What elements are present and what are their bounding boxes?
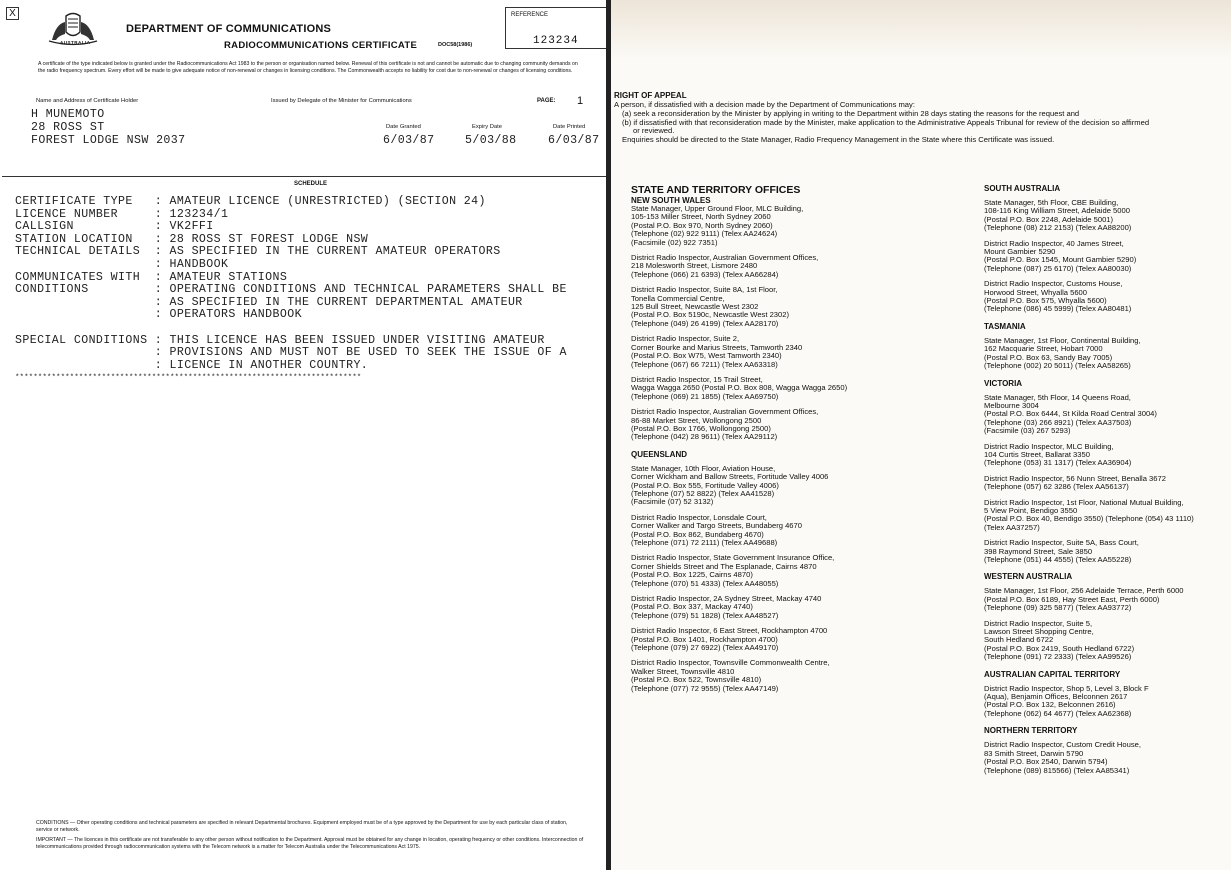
office-entry-line: (Telephone (02) 922 9111) (Telex AA24624) — [631, 229, 778, 239]
appeal-line: or reviewed. — [633, 126, 675, 135]
appeal-line: A person, if dissatisfied with a decision made by the Department of Communications may: — [614, 100, 915, 109]
office-entry-line: (Postal P.O. Box 5190c, Newcastle West 2302) — [631, 310, 789, 320]
office-section-heading: AUSTRALIAN CAPITAL TERRITORY — [984, 669, 1121, 679]
office-entry — [631, 554, 931, 588]
office-entry-line: (Telephone (002) 20 5011) (Telex AA58265) — [984, 361, 1131, 371]
reference-box — [505, 7, 609, 49]
office-entry-line: (Postal P.O. Box 6444, St Kilda Road Central 3004) — [984, 409, 1157, 419]
office-entry — [984, 620, 1231, 662]
schedule-line: CONDITIONS : OPERATING CONDITIONS AND TECHNICAL PARAMETERS SHALL BE — [15, 283, 567, 297]
office-section-heading: WESTERN AUSTRALIA — [984, 572, 1073, 582]
office-entry-line: 104 Curtis Street, Ballarat 3350 — [984, 449, 1090, 459]
office-entry — [984, 587, 1231, 612]
office-entry-line: (Postal P.O. Box 132, Belconnen 2616) — [984, 700, 1116, 710]
office-entry-line: Mount Gambier 5290 — [984, 247, 1056, 257]
office-entry-line: (Postal P.O. Box 1766, Wollongong 2500) — [631, 423, 771, 433]
intro-text: A certificate of the type indicated below is granted under the Radiocommunications Act 1983 to the person or organisation named below. Renewal of this certificate is not and cannot be automatic due to changing community demands on the radio frequency spectrum. Every effort will be made to give adequate notice of non-renewal or changes in licensing conditions. The Commonwealth accepts no liability for cost due to non-renewal or changes of licensing conditions. — [38, 61, 578, 74]
office-entry-line: 108-116 King William Street, Adelaide 5000 — [984, 206, 1130, 216]
office-entry-line: (Facsimile (02) 922 7351) — [631, 237, 718, 247]
office-entry-line: (Telephone (086) 45 5999) (Telex AA80481) — [984, 304, 1132, 314]
office-entry-line: (Postal P.O. Box 555, Fortitude Valley 4006) — [631, 480, 779, 490]
office-entry — [631, 465, 931, 507]
office-entry-line: District Radio Inspector, 56 Nunn Street, Benalla 3672 — [984, 473, 1166, 483]
offices-left-column — [631, 184, 931, 700]
office-entry-line: District Radio Inspector, Suite 2, — [631, 334, 740, 344]
schedule-line — [15, 322, 567, 335]
office-entry-line: Tonella Commercial Centre, — [631, 293, 725, 303]
office-entry-line: 105-153 Miller Street, North Sydney 2060 — [631, 212, 771, 222]
office-entry-line: State Manager, 10th Floor, Aviation House, — [631, 463, 776, 473]
office-entry-line: District Radio Inspector, Australian Government Offices, — [631, 407, 819, 417]
offices-title: STATE AND TERRITORY OFFICES — [631, 184, 801, 196]
appeal-line: (b) if dissatisfied with that reconsideration made by the Minister, make application to the Administrative Appeals Tribunal for review of the decision so affirmed — [622, 118, 1150, 127]
reference-label: REFERENCE — [511, 12, 549, 18]
office-entry-line: Melbourne 3004 — [984, 400, 1039, 410]
office-entry — [984, 394, 1231, 436]
schedule-line: COMMUNICATES WITH : AMATEUR STATIONS — [15, 270, 288, 284]
office-entry-line: (Postal P.O. Box 63, Sandy Bay 7005) — [984, 352, 1113, 362]
office-entry-line: (Postal P.O. Box 6189, Hay Street East, Perth 6000) — [984, 594, 1160, 604]
appeal-line: (a) seek a reconsideration by the Minister by applying in writing to the Department within 28 days stating the reasons for the request and — [622, 109, 1080, 118]
holder-suburb: FOREST LODGE NSW 2037 — [31, 134, 186, 147]
office-entry — [984, 199, 1231, 233]
office-entry-line: (Telephone (042) 28 9611) (Telex AA29112) — [631, 432, 778, 442]
office-entry-line: (Postal P.O. Box 2540, Darwin 5794) — [984, 757, 1108, 767]
expiry-date: 5/03/88 — [465, 134, 517, 147]
office-entry — [984, 685, 1231, 719]
office-entry-line: District Radio Inspector, 6 East Street, Rockhampton 4700 — [631, 626, 828, 636]
office-entry-line: District Radio Inspector, 2A Sydney Street, Mackay 4740 — [631, 594, 822, 604]
office-entry — [631, 376, 931, 401]
date-printed: 6/03/87 — [548, 134, 600, 147]
certificate-page — [0, 0, 608, 870]
office-entry-line: South Hedland 6722 — [984, 635, 1054, 645]
office-entry-line: (Telephone (09) 325 5877) (Telex AA93772) — [984, 603, 1132, 613]
office-entry-line: State Manager, Upper Ground Floor, MLC Building, — [631, 204, 804, 213]
office-entry-line: (Postal P.O. Box 1401, Rockhampton 4700) — [631, 634, 778, 644]
office-entry-line: (Postal P.O. Box 2248, Adelaide 5001) — [984, 214, 1114, 224]
schedule-line: : LICENCE IN ANOTHER COUNTRY. — [15, 358, 369, 372]
office-entry-line: Corner Shields Street and The Esplanade, Cairns 4870 — [631, 561, 817, 571]
office-entry-line: (Telex AA37257) — [984, 522, 1040, 532]
appeal-line: Enquiries should be directed to the State Manager, Radio Frequency Management in the State where this Certificate was issued. — [622, 135, 1055, 144]
office-section-heading: VICTORIA — [984, 378, 1023, 388]
office-entry-line: (Postal P.O. Box 575, Whyalla 5600) — [984, 296, 1107, 306]
office-section-heading: NEW SOUTH WALES — [631, 196, 711, 205]
office-entry-line: (Telephone (066) 21 6393) (Telex AA66284) — [631, 269, 779, 279]
office-entry-line: (Facsimile (07) 52 3132) — [631, 497, 714, 507]
office-section-heading: NORTHERN TERRITORY — [984, 726, 1078, 736]
office-entry-line: (Telephone (062) 64 4677) (Telex AA62368) — [984, 708, 1132, 718]
office-entry — [984, 741, 1231, 775]
office-entry-line: District Radio Inspector, 40 James Street, — [984, 238, 1124, 248]
office-entry-line: (Telephone (057) 62 3286 (Telex AA56137) — [984, 482, 1129, 492]
holder-name: H MUNEMOTO — [31, 108, 105, 121]
schedule-line: CALLSIGN : VK2FFI — [15, 220, 214, 234]
office-entry-line: (Telephone (08) 212 2153) (Telex AA88200) — [984, 223, 1132, 233]
holder-label: Name and Address of Certificate Holder — [36, 98, 139, 104]
office-entry-line: District Radio Inspector, Lonsdale Court, — [631, 512, 767, 522]
office-entry-line: (Telephone (077) 72 9555) (Telex AA47149) — [631, 683, 779, 693]
office-entry-line: (Telephone (067) 66 7211) (Telex AA63318) — [631, 359, 778, 369]
office-entry-line: (Postal P.O. Box 2419, South Hedland 6722) — [984, 643, 1135, 653]
office-entry-line: District Radio Inspector, State Government Insurance Office, — [631, 553, 835, 563]
crest-caption: AUSTRALIA — [60, 40, 91, 45]
office-entry-line: District Radio Inspector, Suite 5, — [984, 618, 1093, 628]
date-printed-label: Date Printed — [553, 124, 586, 130]
office-entry — [984, 475, 1231, 492]
office-entry — [984, 240, 1231, 274]
date-granted: 6/03/87 — [383, 134, 435, 147]
office-entry-line: (Postal P.O. Box 970, North Sydney 2060) — [631, 220, 773, 230]
schedule-line: LICENCE NUMBER : 123234/1 — [15, 207, 229, 221]
office-section-heading: SOUTH AUSTRALIA — [984, 184, 1061, 193]
checkbox[interactable]: X — [6, 7, 19, 20]
office-entry — [631, 205, 931, 247]
office-entry-line: State Manager, 1st Floor, Continental Building, — [984, 335, 1141, 345]
office-entry-line: (Telephone (07) 52 8822) (Telex AA41528) — [631, 488, 775, 498]
reference-value: 123234 — [533, 35, 579, 47]
schedule-title: SCHEDULE — [294, 181, 328, 187]
office-entry-line: (Postal P.O. Box 1545, Mount Gambier 5290) — [984, 255, 1137, 265]
office-entry-line: (Telephone (089) 815566) (Telex AA85341) — [984, 765, 1130, 775]
office-entry-line: (Telephone (053) 31 1317) (Telex AA36904) — [984, 458, 1132, 468]
offices-right-column — [984, 184, 1231, 782]
office-entry-line: (Telephone (079) 51 1828) (Telex AA48527) — [631, 610, 779, 620]
office-entry-line: (Postal P.O. Box 1225, Cairns 4870) — [631, 570, 753, 580]
office-entry-line: 86-88 Market Street, Wollongong 2500 — [631, 415, 762, 425]
office-entry — [631, 254, 931, 279]
conditions-note: CONDITIONS — Other operating conditions and technical parameters are specified in relevant Departmental brochures. Equipment employed must be of a type approved by the Department for use by each particular class of station, service or network. — [36, 820, 568, 833]
office-entry-line: District Radio Inspector, Custom Credit House, — [984, 740, 1141, 750]
schedule-line: TECHNICAL DETAILS : AS SPECIFIED IN THE CURRENT AMATEUR OPERATORS — [15, 245, 501, 259]
schedule-line: : AS SPECIFIED IN THE CURRENT DEPARTMENTAL AMATEUR — [15, 295, 523, 309]
office-entry-line: District Radio Inspector, Suite 8A, 1st Floor, — [631, 285, 778, 295]
office-entry-line: (Postal P.O. Box 862, Bundaberg 4670) — [631, 529, 764, 539]
holder-street: 28 ROSS ST — [31, 121, 105, 134]
appeal-title: RIGHT OF APPEAL — [614, 91, 687, 100]
expiry-date-label: Expiry Date — [472, 124, 502, 130]
office-entry-line: (Telephone (03) 266 8921) (Telex AA37503) — [984, 417, 1132, 427]
issued-by-label: Issued by Delegate of the Minister for Communications — [271, 98, 412, 104]
office-entry-line: Walker Street, Townsville 4810 — [631, 666, 735, 676]
office-entry — [631, 595, 931, 620]
schedule-body — [15, 196, 567, 385]
office-entry-line: District Radio Inspector, MLC Building, — [984, 441, 1114, 451]
office-entry-line: (Postal P.O. Box W75, West Tamworth 2340) — [631, 351, 782, 361]
office-entry-line: (Postal P.O. Box 337, Mackay 4740) — [631, 602, 753, 612]
office-entry-line: District Radio Inspector, Shop 5, Level 3, Block F — [984, 683, 1149, 693]
office-entry — [631, 627, 931, 652]
office-entry-line: District Radio Inspector, Townsville Commonwealth Centre, — [631, 658, 830, 668]
office-entry-line: (Postal P.O. Box 40, Bendigo 3550) (Telephone (054) 43 1110) — [984, 514, 1194, 524]
office-entry-line: (Telephone (070) 51 4333) (Telex AA48055) — [631, 578, 779, 588]
important-note: IMPORTANT — The licences in this certificate are not transferable to any other person without notification to the Department. Approval must be obtained for any change in location, operating frequency or other conditions. Interconnection of telecommunications provided through radiocommunication systems with the Telecom network is a matter for Telecom Australia under the Telecommunications Act 1975. — [36, 837, 584, 850]
schedule-line: : OPERATORS HANDBOOK — [15, 308, 302, 322]
office-entry-line: (Telephone (079) 27 6922) (Telex AA49170) — [631, 643, 779, 653]
office-entry-line: State Manager, 1st Floor, 256 Adelaide Terrace, Perth 6000 — [984, 586, 1184, 596]
form-code: DOC58(1986) — [438, 42, 473, 48]
office-entry-line: District Radio Inspector, Australian Government Offices, — [631, 253, 819, 263]
office-entry — [631, 659, 931, 693]
schedule-line: SPECIAL CONDITIONS : THIS LICENCE HAS BEEN ISSUED UNDER VISITING AMATEUR — [15, 333, 545, 347]
office-entry-line: (Postal P.O. Box 522, Townsville 4810) — [631, 675, 762, 685]
office-entry-line: District Radio Inspector, 1st Floor, National Mutual Building, — [984, 497, 1184, 507]
office-entry-line: 398 Raymond Street, Sale 3850 — [984, 546, 1093, 556]
office-entry-line: Corner Walker and Targo Streets, Bundaberg 4670 — [631, 521, 802, 531]
office-entry-line: 218 Molesworth Street, Lismore 2480 — [631, 261, 758, 271]
divider-line — [2, 176, 606, 177]
office-entry-line: Corner Bourke and Marius Streets, Tamworth 2340 — [631, 342, 803, 352]
office-entry-line: 125 Bull Street, Newcastle West 2302 — [631, 302, 759, 312]
office-entry-line: State Manager, 5th Floor, 14 Queens Road, — [984, 392, 1131, 402]
office-entry — [984, 337, 1231, 371]
date-granted-label: Date Granted — [386, 124, 421, 130]
office-entry — [631, 286, 931, 328]
office-section-heading: TASMANIA — [984, 321, 1026, 331]
office-entry-line: (Telephone (069) 21 1855) (Telex AA69750) — [631, 391, 779, 401]
schedule-line: : PROVISIONS AND MUST NOT BE USED TO SEEK THE ISSUE OF A — [15, 346, 567, 360]
office-entry-line: Wagga Wagga 2650 (Postal P.O. Box 808, Wagga Wagga 2650) — [631, 383, 848, 393]
office-entry-line: 83 Smith Street, Darwin 5790 — [984, 748, 1084, 758]
reverse-page — [611, 0, 1231, 870]
office-entry-line: State Manager, 5th Floor, CBE Building, — [984, 198, 1119, 207]
office-entry-line: District Radio Inspector, Customs House, — [984, 279, 1123, 289]
paper-stain — [611, 0, 1231, 60]
office-entry-line: 5 View Point, Bendigo 3550 — [984, 505, 1078, 515]
schedule-line: CERTIFICATE TYPE : AMATEUR LICENCE (UNRESTRICTED) (SECTION 24) — [15, 195, 486, 208]
office-entry-line: Lawson Street Shopping Centre, — [984, 627, 1094, 637]
office-entry — [631, 335, 931, 369]
office-entry-line: (Telephone (051) 44 4555) (Telex AA55228) — [984, 555, 1132, 564]
office-entry — [984, 443, 1231, 468]
schedule-line: : HANDBOOK — [15, 257, 229, 271]
office-entry-line: (Telephone (087) 25 6170) (Telex AA80030) — [984, 263, 1132, 273]
office-section-heading: QUEENSLAND — [631, 449, 688, 459]
office-entry — [984, 499, 1231, 533]
schedule-asterisk-rule: **************************************************************************** — [15, 374, 362, 383]
department-title: DEPARTMENT OF COMMUNICATIONS — [126, 23, 332, 35]
office-entry-line: (Facsimile (03) 267 5293) — [984, 426, 1071, 436]
office-entry-line: (Telephone (091) 72 2333) (Telex AA99526) — [984, 652, 1132, 662]
office-entry — [984, 280, 1231, 314]
office-entry-line: (Telephone (071) 72 2111) (Telex AA49688) — [631, 538, 778, 547]
office-entry-line: (Aqua), Benjamin Offices, Belconnen 2617 — [984, 692, 1128, 702]
office-entry-line: 162 Macquarie Street, Hobart 7000 — [984, 344, 1103, 354]
office-entry-line: District Radio Inspector, Suite 5A, Bass Court, — [984, 538, 1139, 548]
schedule-line: STATION LOCATION : 28 ROSS ST FOREST LODGE NSW — [15, 232, 369, 246]
page-number: 1 — [577, 95, 584, 107]
office-entry — [984, 539, 1231, 564]
office-entry-line: Corner Wickham and Ballow Streets, Fortitude Valley 4006 — [631, 472, 829, 482]
office-entry — [631, 408, 931, 442]
office-entry-line: (Telephone (049) 26 4199) (Telex AA28170) — [631, 318, 779, 328]
office-entry-line: Horwood Street, Whyalla 5600 — [984, 287, 1087, 297]
page-label: PAGE: — [537, 98, 556, 104]
office-entry-line: District Radio Inspector, 15 Trail Street, — [631, 374, 763, 384]
office-entry — [631, 514, 931, 548]
certificate-title: RADIOCOMMUNICATIONS CERTIFICATE — [224, 40, 418, 51]
